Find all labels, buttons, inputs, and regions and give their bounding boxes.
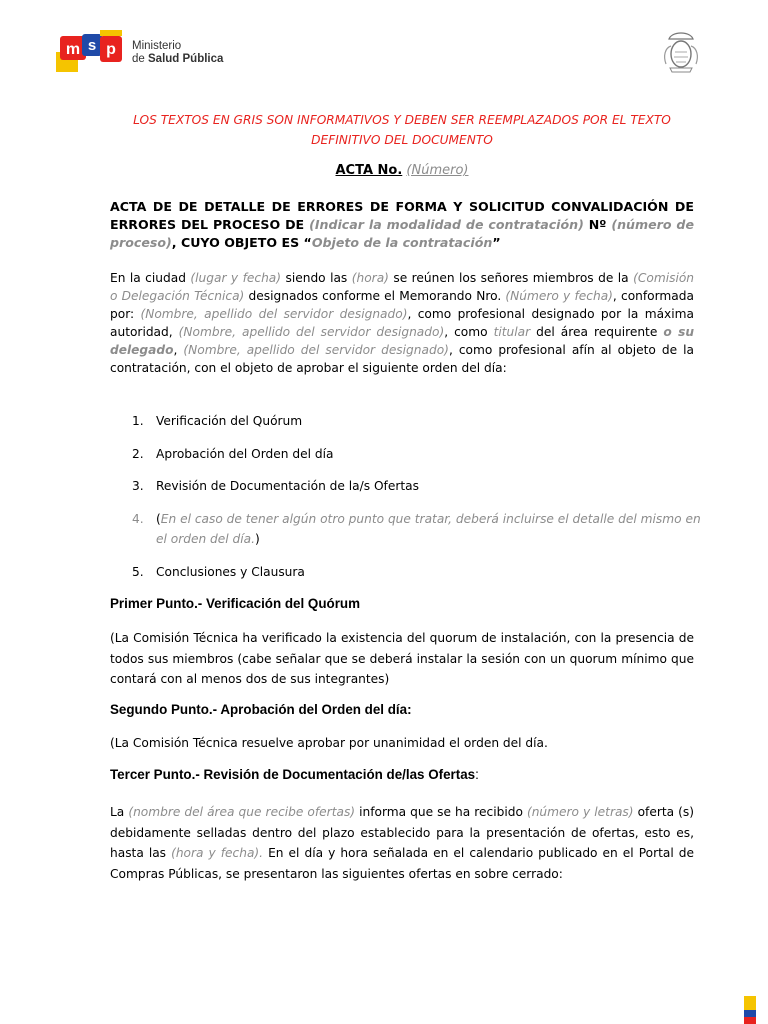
list-item-paren-close: ) <box>255 532 260 546</box>
logo-line-1: Ministerio <box>132 40 182 52</box>
intro-placeholder: (Nombre, apellido del servidor designado) <box>178 325 445 339</box>
acta-number-heading <box>110 163 694 178</box>
notice-line-2: DEFINITIVO DEL DOCUMENTO <box>311 133 493 147</box>
section-2-heading: Segundo Punto.- Aprobación del Orden del día: <box>110 702 412 717</box>
notice-line-1: LOS TEXTOS EN GRIS SON INFORMATIVOS Y DEBEN SER REEMPLAZADOS POR EL TEXTO <box>133 113 671 127</box>
intro-text: , como <box>444 325 494 339</box>
msp-logo-mark-icon <box>56 30 124 72</box>
intro-placeholder: (Nombre, apellido del servidor designado) <box>183 343 449 357</box>
section-3-text: En el día y hora señalada en el calendario publicado en el Portal de Compras Públicas, se presentaron las siguientes ofertas en sobre cerrado: <box>110 846 694 881</box>
intro-placeholder: (Número y fecha) <box>505 289 613 303</box>
intro-placeholder: (Comisión o Delegación Técnica) <box>110 271 695 303</box>
list-item-number: 4. <box>132 512 144 526</box>
svg-text:s: s <box>87 37 97 54</box>
title-text-2: Nº <box>583 217 612 232</box>
acta-label: ACTA No. <box>335 163 403 178</box>
list-item-placeholder: En el caso de tener algún otro punto que tratar, deberá incluirse el detalle del mismo en el orden del día. <box>156 512 701 546</box>
logo-line-2-prefix: de <box>132 53 148 65</box>
intro-placeholder: (hora) <box>351 271 389 285</box>
document-title <box>110 198 694 252</box>
section-1-heading: Primer Punto.- Verificación del Quórum <box>110 596 361 611</box>
intro-placeholder: (lugar y fecha) <box>190 271 282 285</box>
svg-text:p: p <box>106 41 116 58</box>
list-item-number: 2. <box>132 447 144 461</box>
intro-paragraph <box>110 269 694 377</box>
section-3-text: oferta (s) debidamente selladas dentro del plazo establecido para la presentación de ofertas, esto es, hasta las <box>110 805 694 860</box>
title-placeholder-object: Objeto de la contratación <box>311 235 493 250</box>
acta-number-placeholder: (Número) <box>406 163 469 178</box>
logo-wordmark <box>132 40 223 66</box>
svg-text:m: m <box>65 41 81 58</box>
section-3-text: La <box>110 805 129 819</box>
intro-placeholder: (Nombre, apellido del servidor designado) <box>140 307 408 321</box>
list-item-text: Aprobación del Orden del día <box>156 447 334 461</box>
document-header <box>0 0 768 100</box>
title-text-1: ACTA DE DE DETALLE DE ERRORES DE FORMA Y SOLICITUD CONVALIDACIÓN DE ERRORES DEL PROCESO DE <box>110 199 694 232</box>
section-2-body: (La Comisión Técnica resuelve aprobar por unanimidad el orden del día. <box>110 736 548 750</box>
title-placeholder-process-number: (número de proceso) <box>110 217 694 250</box>
section-3-body <box>110 802 694 884</box>
intro-text: , conformada por: <box>110 289 694 321</box>
intro-text: se reúnen los señores miembros de la <box>388 271 634 285</box>
intro-text: , <box>173 343 184 357</box>
coat-of-arms-icon <box>660 30 702 74</box>
section-3-placeholder: (hora y fecha). <box>171 846 264 860</box>
section-3-heading-text: Tercer Punto.- Revisión de Documentación de/las Ofertas <box>110 767 476 782</box>
section-1-body: (La Comisión Técnica ha verificado la existencia del quorum de instalación, con la presencia de todos sus miembros (cabe señalar que se deberá instalar la sesión con un quorum mínimo que contará con al menos dos de sus integrantes) <box>110 631 694 686</box>
list-item-number: 1. <box>132 414 144 428</box>
section-3-heading <box>110 767 694 782</box>
intro-placeholder: o su delegado <box>110 325 695 357</box>
intro-placeholder: titular <box>493 325 531 339</box>
list-item-paren-open: ( <box>156 512 161 526</box>
section-3-placeholder: (nombre del área que recibe ofertas) <box>128 805 356 819</box>
title-text-3: , CUYO OBJETO ES “ <box>171 235 312 250</box>
section-3-text: informa que se ha recibido <box>355 805 527 819</box>
title-placeholder-modality: (Indicar la modalidad de contratación) <box>309 217 584 232</box>
intro-text: , como profesional afín al objeto de la contratación, con el objeto de aprobar el siguiente orden del día: <box>110 343 695 375</box>
intro-text: siendo las <box>281 271 352 285</box>
title-text-4: ” <box>492 235 501 250</box>
list-item-number: 5. <box>132 565 144 579</box>
list-item-text <box>156 509 704 549</box>
intro-text: En la ciudad <box>110 271 191 285</box>
msp-logo <box>56 26 236 74</box>
list-item-text: Verificación del Quórum <box>156 414 303 428</box>
informative-notice <box>110 110 694 150</box>
flag-stripe-icon <box>744 996 756 1024</box>
list-item-number: 3. <box>132 479 144 493</box>
intro-text: , como profesional designado por la máxima autoridad, <box>110 307 694 339</box>
section-3-heading-colon: : <box>475 767 479 782</box>
list-item-text: Revisión de Documentación de la/s Ofertas <box>156 479 419 493</box>
section-3-placeholder: (número y letras) <box>526 805 634 819</box>
list-item-text: Conclusiones y Clausura <box>156 565 305 579</box>
logo-line-2-bold: Salud Pública <box>148 53 224 65</box>
logo-line-2 <box>132 53 223 66</box>
intro-text: del área requirente <box>530 325 664 339</box>
intro-text: designados conforme el Memorando Nro. <box>244 289 506 303</box>
